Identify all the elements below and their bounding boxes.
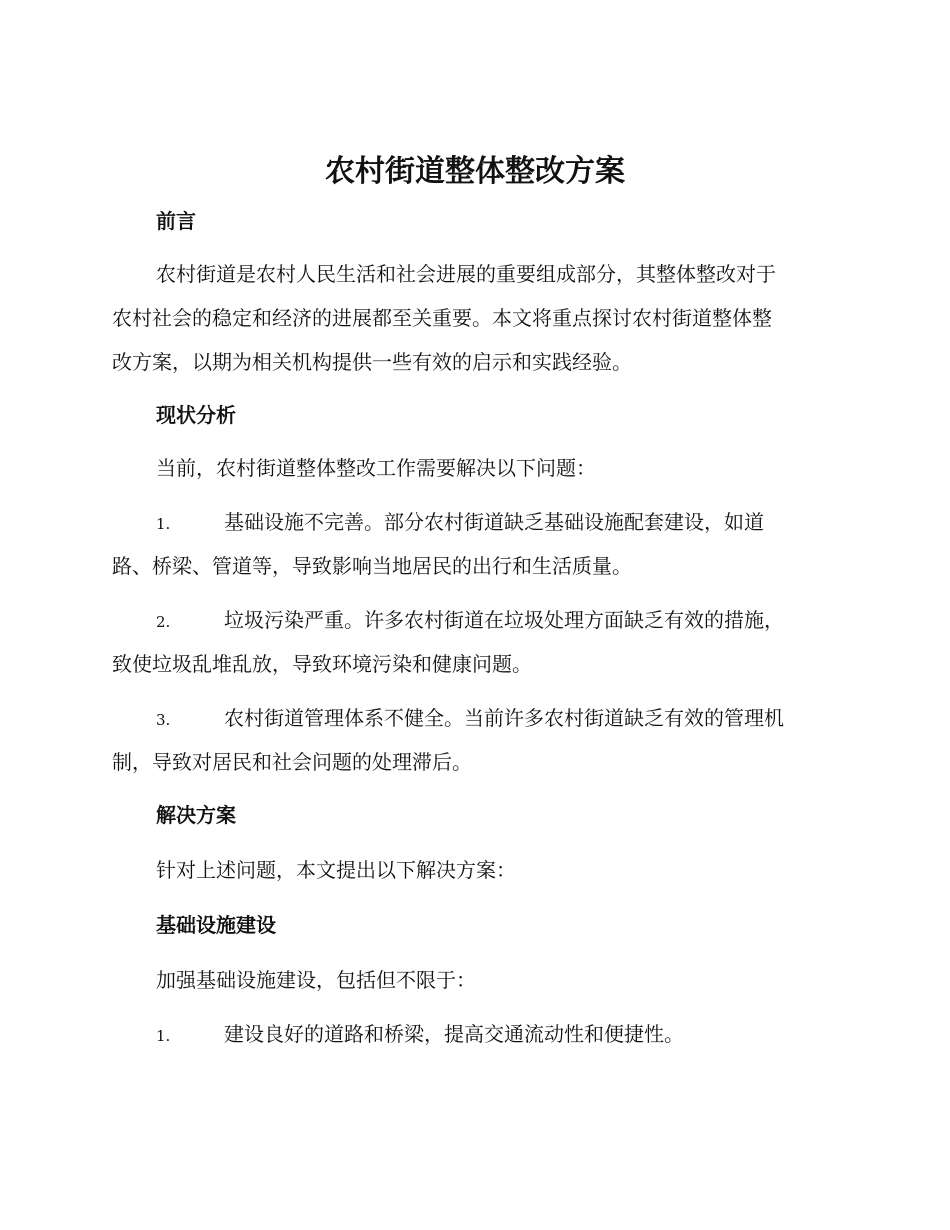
problem-list-item [112, 696, 832, 784]
paragraph-line: 改方案，以期为相关机构提供一些有效的启示和实践经验。 [112, 350, 632, 374]
page-title: 农村街道整体整改方案 [325, 154, 625, 189]
paragraph-line: 当前，农村街道整体整改工作需要解决以下问题： [156, 456, 596, 480]
list-item-first-line [112, 696, 832, 740]
section-heading-status: 现状分析 [156, 403, 236, 427]
list-item-first-line [112, 598, 832, 642]
paragraph-line: 针对上述问题，本文提出以下解决方案： [156, 858, 516, 882]
problem-list-item [112, 500, 832, 588]
paragraph-line: 农村社会的稳定和经济的进展都至关重要。本文将重点探讨农村街道整体整 [112, 306, 772, 330]
list-item-first-line [112, 1012, 832, 1056]
list-item-second-line: 制，导致对居民和社会问题的处理滞后。 [112, 750, 472, 774]
list-number: 3. [156, 711, 171, 729]
list-item-second-line: 致使垃圾乱堆乱放，导致环境污染和健康问题。 [112, 652, 532, 676]
list-item-first-line [112, 500, 832, 544]
preface-paragraph [112, 252, 832, 384]
paragraph-line: 农村街道是农村人民生活和社会进展的重要组成部分，其整体整改对于 [156, 262, 776, 286]
infrastructure-list-item [112, 1012, 832, 1056]
list-item-text: 建设良好的道路和桥梁，提高交通流动性和便捷性。 [224, 1022, 684, 1046]
list-item-text: 垃圾污染严重。许多农村街道在垃圾处理方面缺乏有效的措施， [224, 608, 784, 632]
list-item-text: 基础设施不完善。部分农村街道缺乏基础设施配套建设，如道 [224, 510, 764, 534]
list-number: 1. [156, 1027, 171, 1045]
section-heading-preface: 前言 [156, 209, 196, 233]
list-item-second-line: 路、桥梁、管道等，导致影响当地居民的出行和生活质量。 [112, 554, 632, 578]
solution-intro [112, 848, 832, 892]
problem-list-item [112, 598, 832, 686]
list-item-text: 农村街道管理体系不健全。当前许多农村街道缺乏有效的管理机 [224, 706, 784, 730]
section-heading-infrastructure: 基础设施建设 [156, 913, 276, 937]
infrastructure-intro [112, 958, 832, 1002]
status-intro [112, 446, 832, 490]
paragraph-line: 加强基础设施建设，包括但不限于： [156, 968, 476, 992]
section-heading-solution: 解决方案 [156, 803, 236, 827]
list-number: 1. [156, 515, 171, 533]
list-number: 2. [156, 613, 171, 631]
